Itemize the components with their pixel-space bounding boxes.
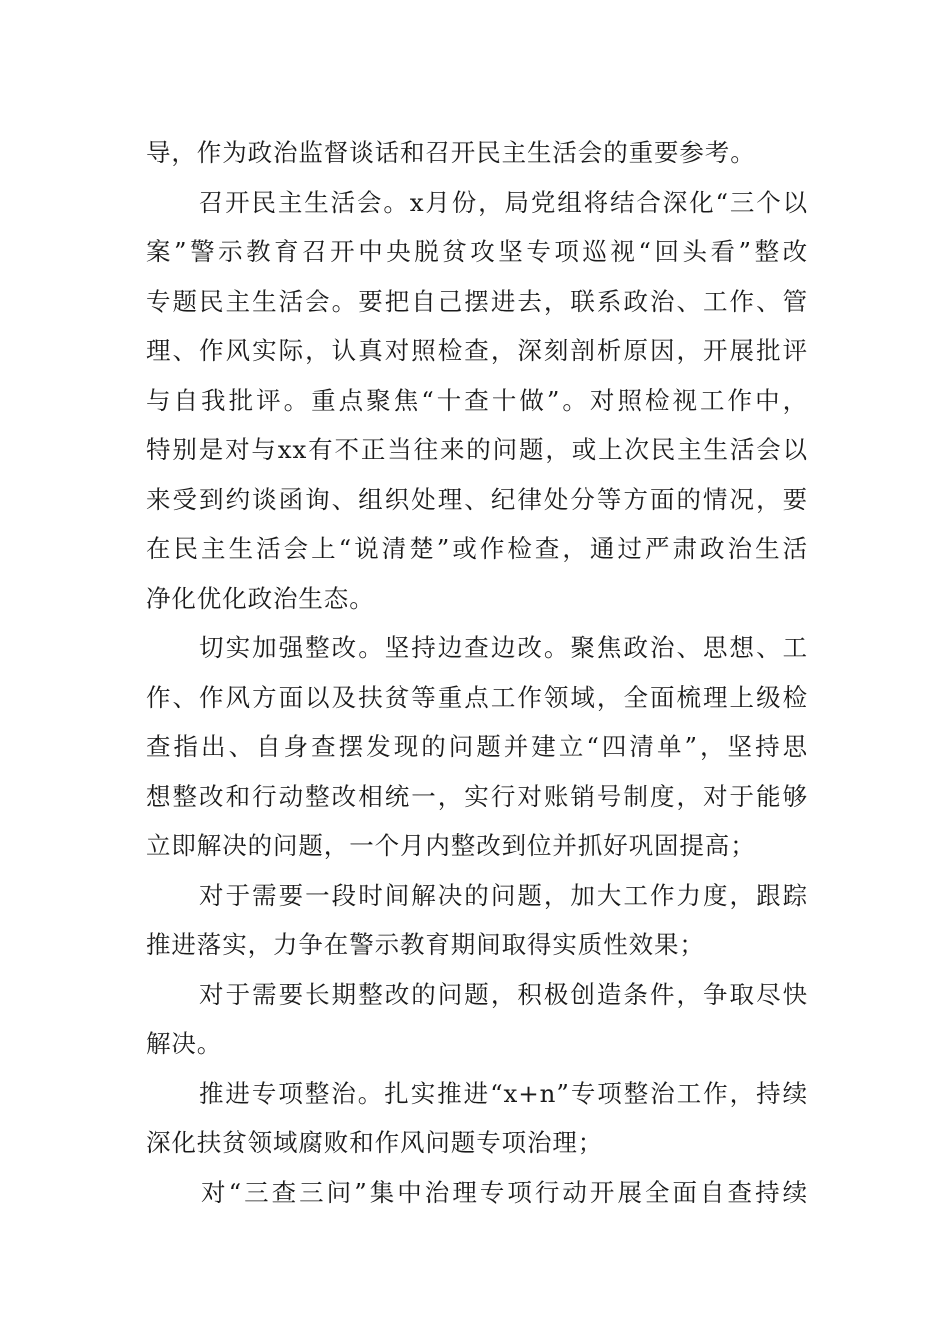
text-line: 特别是对与xx有不正当往来的问题，或上次民主生活会以	[146, 435, 808, 464]
document-body	[146, 128, 808, 1217]
text-line: 解决。	[146, 1029, 223, 1058]
text-line: 推进专项整治。扎实推进“x+n”专项整治工作，持续	[146, 1078, 808, 1108]
text-line: 在民主生活会上“说清楚”或作检查，通过严肃政治生活	[146, 534, 808, 563]
text-line: 立即解决的问题，一个月内整改到位并抓好巩固提高；	[146, 831, 756, 860]
text-line: 理、作风实际，认真对照检查，深刻剖析原因，开展批评	[146, 336, 808, 365]
text-line: 切实加强整改。坚持边查边改。聚焦政治、思想、工	[146, 633, 808, 662]
text-line: 专题民主生活会。要把自己摆进去，联系政治、工作、管	[146, 286, 808, 316]
text-line: 对于需要一段时间解决的问题，加大工作力度，跟踪	[146, 880, 808, 910]
text-line: 净化优化政治生态。	[146, 583, 375, 613]
text-line: 推进落实，力争在警示教育期间取得实质性效果；	[146, 930, 705, 959]
text-line: 召开民主生活会。x月份，局党组将结合深化“三个以	[146, 187, 808, 217]
text-line: 查指出、自身查摆发现的问题并建立“四清单”，坚持思	[146, 732, 808, 761]
text-line: 案”警示教育召开中央脱贫攻坚专项巡视“回头看”整改	[146, 237, 808, 266]
text-line: 深化扶贫领域腐败和作风问题专项治理；	[146, 1128, 604, 1157]
text-line: 想整改和行动整改相统一，实行对账销号制度，对于能够	[146, 781, 808, 811]
text-line: 来受到约谈函询、组织处理、纪律处分等方面的情况，要	[146, 484, 808, 514]
text-line: 作、作风方面以及扶贫等重点工作领域，全面梳理上级检	[146, 682, 808, 712]
text-line: 对于需要长期整改的问题，积极创造条件，争取尽快	[146, 979, 808, 1009]
text-line: 导，作为政治监督谈话和召开民主生活会的重要参考。	[146, 138, 756, 167]
text-line: 与自我批评。重点聚焦“十查十做”。对照检视工作中，	[146, 385, 808, 415]
text-line: 对“三查三问”集中治理专项行动开展全面自查持续	[146, 1177, 808, 1207]
